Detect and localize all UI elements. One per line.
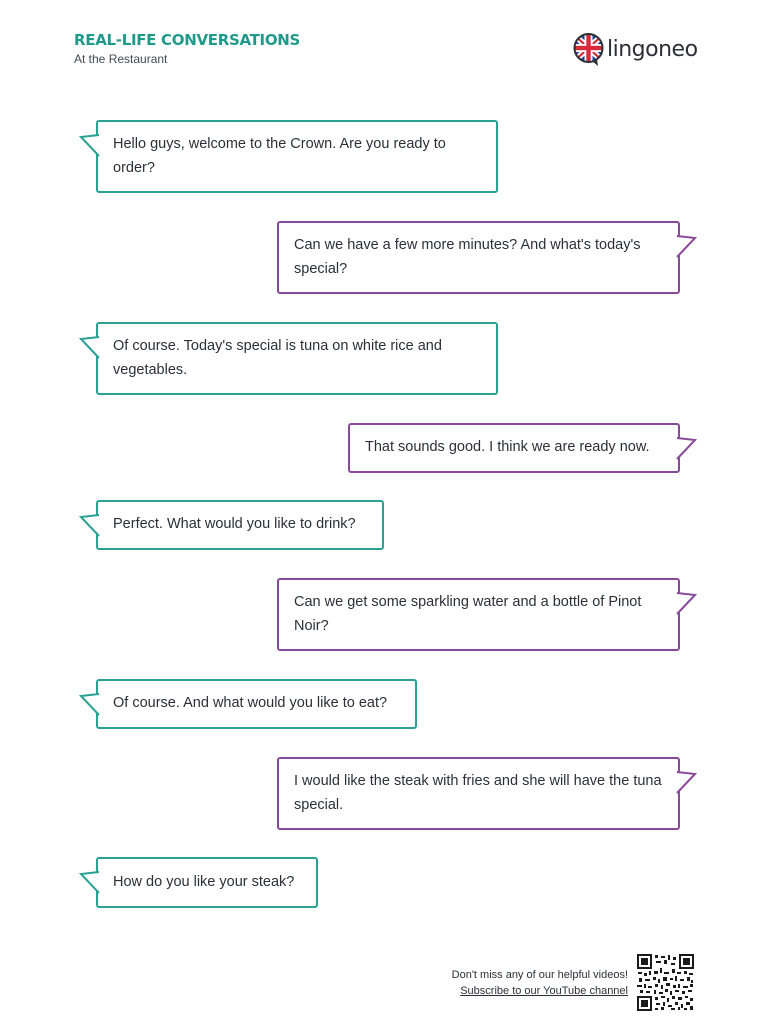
- message-text: Perfect. What would you like to drink?: [113, 516, 356, 533]
- message-text: That sounds good. I think we are ready now.: [365, 439, 650, 456]
- message-text: Of course. And what would you like to eat?: [113, 695, 388, 712]
- chat-bubble-guest: [277, 221, 680, 294]
- chat-bubble-waiter: [96, 679, 417, 729]
- message-text: I would like the steak with fries and she will have the tuna special.: [294, 773, 662, 813]
- bubble-tail-left: [79, 134, 100, 158]
- qr-code-icon[interactable]: [637, 954, 694, 1011]
- chat-bubble-waiter: [96, 322, 498, 395]
- lingoneo-logo[interactable]: [572, 32, 698, 66]
- bubble-tail-left: [79, 514, 100, 538]
- chat-bubble-waiter: [96, 857, 318, 908]
- footer-promo-text: Don't miss any of our helpful videos!: [451, 969, 628, 981]
- bubble-tail-left: [79, 336, 100, 360]
- chat-bubble-waiter: [96, 500, 384, 550]
- message-text: Can we have a few more minutes? And what's today's special?: [294, 237, 641, 277]
- logo-text: lingoneo: [607, 36, 698, 62]
- header-title: REAL-LIFE CONVERSATIONS: [74, 31, 301, 49]
- chat-bubble-guest: [277, 757, 680, 830]
- chat-bubble-guest: [277, 578, 680, 651]
- bubble-tail-right: [676, 437, 697, 461]
- chat-bubble-waiter: [96, 120, 498, 193]
- bubble-tail-left: [79, 871, 100, 895]
- message-text: Hello guys, welcome to the Crown. Are you ready to order?: [113, 136, 446, 176]
- bubble-tail-right: [676, 592, 697, 616]
- uk-flag-speech-bubble-icon: [572, 33, 605, 66]
- bubble-tail-right: [676, 235, 697, 259]
- message-text: Can we get some sparkling water and a bottle of Pinot Noir?: [294, 594, 642, 634]
- bubble-tail-right: [676, 771, 697, 795]
- footer-text: [452, 967, 628, 999]
- bubble-tail-left: [79, 693, 100, 717]
- chat-bubble-guest: [348, 423, 680, 473]
- message-text: Of course. Today's special is tuna on white rice and vegetables.: [113, 338, 442, 378]
- message-text: How do you like your steak?: [113, 873, 295, 890]
- header-subtitle: At the Restaurant: [74, 52, 168, 66]
- youtube-subscribe-link[interactable]: Subscribe to our YouTube channel: [460, 985, 628, 997]
